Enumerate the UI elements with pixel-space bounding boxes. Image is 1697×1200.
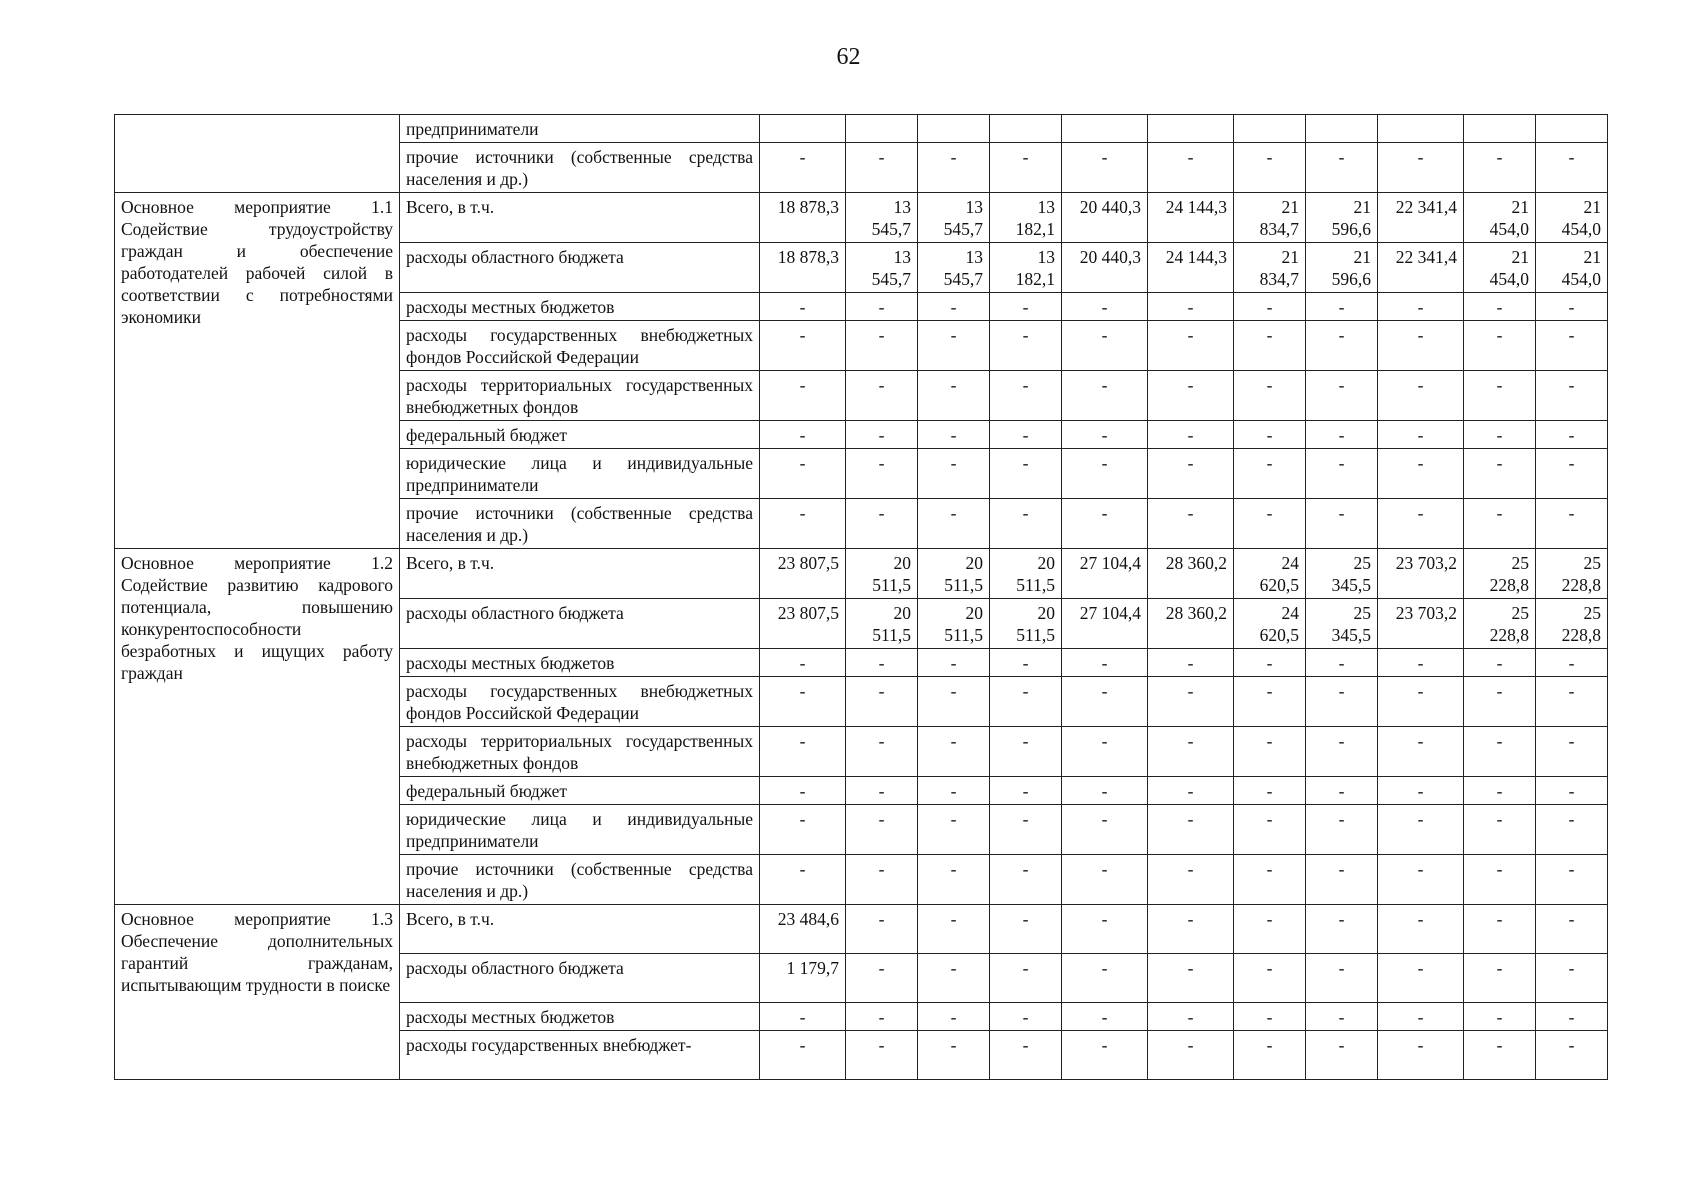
value-cell: 20 511,5 [990, 599, 1062, 649]
value-cell: - [1378, 421, 1464, 449]
value-cell: - [1148, 1031, 1234, 1080]
value-cell: - [1464, 727, 1536, 777]
value-cell: 27 104,4 [1062, 549, 1148, 599]
value-cell: - [760, 449, 846, 499]
value-cell: - [918, 293, 990, 321]
value-cell: - [1464, 905, 1536, 954]
value-cell [1062, 115, 1148, 143]
table-row [115, 115, 1608, 143]
value-cell: - [760, 293, 846, 321]
measure-name [115, 115, 400, 193]
value-cell: - [1464, 449, 1536, 499]
value-cell: - [1378, 727, 1464, 777]
value-cell: - [990, 905, 1062, 954]
value-cell: 21 454,0 [1464, 193, 1536, 243]
value-cell: - [1378, 777, 1464, 805]
value-cell: 22 341,4 [1378, 193, 1464, 243]
value-cell: - [918, 777, 990, 805]
value-cell: - [990, 677, 1062, 727]
value-cell: - [1306, 499, 1378, 549]
value-cell: - [1148, 649, 1234, 677]
value-cell: - [1306, 143, 1378, 193]
value-cell: 23 807,5 [760, 599, 846, 649]
value-cell: 21 596,6 [1306, 243, 1378, 293]
value-cell: - [1378, 805, 1464, 855]
value-cell: - [1378, 321, 1464, 371]
value-cell: - [1378, 449, 1464, 499]
value-cell: - [1148, 143, 1234, 193]
value-cell: - [1464, 499, 1536, 549]
value-cell: - [1062, 1003, 1148, 1031]
value-cell: - [1378, 677, 1464, 727]
value-cell: - [1464, 855, 1536, 905]
value-cell: 21 454,0 [1536, 243, 1608, 293]
value-cell: - [760, 677, 846, 727]
funding-source: прочие источники (собственные средства населения и др.) [400, 499, 760, 549]
value-cell: - [1378, 855, 1464, 905]
value-cell: - [846, 677, 918, 727]
value-cell: - [990, 371, 1062, 421]
value-cell: - [990, 649, 1062, 677]
value-cell: - [1234, 143, 1306, 193]
value-cell: - [846, 143, 918, 193]
value-cell: - [1536, 727, 1608, 777]
value-cell: - [990, 855, 1062, 905]
value-cell: - [1062, 449, 1148, 499]
measure-name: Основное мероприятие 1.1 Содействие трудоустройству граждан и обеспечение работодателей рабочей силой в соответствии с потребностями экономики [115, 193, 400, 549]
value-cell: - [760, 727, 846, 777]
value-cell: 20 511,5 [846, 599, 918, 649]
value-cell: - [760, 1031, 846, 1080]
value-cell: - [1234, 905, 1306, 954]
value-cell: - [1306, 727, 1378, 777]
value-cell: - [1464, 143, 1536, 193]
value-cell: - [1148, 421, 1234, 449]
value-cell: - [1378, 1003, 1464, 1031]
value-cell: - [990, 321, 1062, 371]
funding-source: расходы местных бюджетов [400, 1003, 760, 1031]
value-cell: - [1306, 1003, 1378, 1031]
value-cell: - [1148, 727, 1234, 777]
value-cell: - [846, 855, 918, 905]
value-cell: - [918, 905, 990, 954]
value-cell: - [990, 449, 1062, 499]
funding-source: расходы местных бюджетов [400, 649, 760, 677]
value-cell: - [918, 421, 990, 449]
value-cell: - [1062, 805, 1148, 855]
value-cell: 13 545,7 [846, 243, 918, 293]
value-cell: - [918, 449, 990, 499]
value-cell: - [1148, 371, 1234, 421]
value-cell: - [990, 1003, 1062, 1031]
value-cell: - [1464, 1003, 1536, 1031]
value-cell: 20 511,5 [918, 549, 990, 599]
funding-source: Всего, в т.ч. [400, 905, 760, 954]
value-cell: 25 345,5 [1306, 549, 1378, 599]
measure-name: Основное мероприятие 1.2 Содействие развитию кадрового потенциала, повышению конкурентоспособности безработных и ищущих работу граждан [115, 549, 400, 905]
value-cell: - [1464, 371, 1536, 421]
value-cell: - [1536, 1031, 1608, 1080]
value-cell: - [846, 777, 918, 805]
value-cell: 13 545,7 [918, 193, 990, 243]
funding-source: юридические лица и индивидуальные предприниматели [400, 805, 760, 855]
value-cell: - [1378, 499, 1464, 549]
value-cell: - [1378, 371, 1464, 421]
value-cell: 24 144,3 [1148, 243, 1234, 293]
value-cell: 23 703,2 [1378, 549, 1464, 599]
value-cell: - [918, 1003, 990, 1031]
value-cell: - [846, 954, 918, 1003]
funding-source: расходы территориальных государственных внебюджетных фондов [400, 727, 760, 777]
funding-source: прочие источники (собственные средства населения и др.) [400, 143, 760, 193]
page-number: 62 [836, 44, 861, 70]
value-cell: - [1062, 855, 1148, 905]
value-cell: 28 360,2 [1148, 549, 1234, 599]
value-cell [1464, 115, 1536, 143]
value-cell: - [1464, 777, 1536, 805]
value-cell: - [846, 499, 918, 549]
value-cell: - [846, 727, 918, 777]
value-cell: - [846, 905, 918, 954]
value-cell: - [1148, 805, 1234, 855]
table-row [115, 193, 1608, 243]
value-cell: - [918, 1031, 990, 1080]
value-cell: - [1306, 293, 1378, 321]
value-cell [760, 115, 846, 143]
value-cell: - [1148, 905, 1234, 954]
value-cell: 13 545,7 [918, 243, 990, 293]
value-cell: - [1062, 293, 1148, 321]
value-cell: 24 144,3 [1148, 193, 1234, 243]
value-cell: - [1306, 954, 1378, 1003]
value-cell: - [1464, 954, 1536, 1003]
value-cell [1378, 115, 1464, 143]
value-cell: - [918, 499, 990, 549]
value-cell: - [1378, 905, 1464, 954]
value-cell: - [1148, 321, 1234, 371]
value-cell: 18 878,3 [760, 193, 846, 243]
funding-source: прочие источники (собственные средства населения и др.) [400, 855, 760, 905]
value-cell: - [1062, 905, 1148, 954]
value-cell: - [1148, 777, 1234, 805]
value-cell: - [918, 321, 990, 371]
value-cell: 25 228,8 [1536, 549, 1608, 599]
value-cell: - [760, 777, 846, 805]
value-cell: - [1062, 1031, 1148, 1080]
value-cell: - [1306, 777, 1378, 805]
value-cell: - [760, 421, 846, 449]
value-cell: - [1378, 649, 1464, 677]
value-cell: - [1062, 677, 1148, 727]
value-cell: - [1378, 1031, 1464, 1080]
value-cell: - [990, 143, 1062, 193]
value-cell: - [1464, 677, 1536, 727]
value-cell: - [1306, 855, 1378, 905]
value-cell: 24 620,5 [1234, 599, 1306, 649]
value-cell [846, 115, 918, 143]
value-cell: - [918, 371, 990, 421]
value-cell: - [1378, 293, 1464, 321]
value-cell: - [1306, 421, 1378, 449]
value-cell: - [846, 1003, 918, 1031]
measure-name: Основное мероприятие 1.3 Обеспечение дополнительных гарантий гражданам, испытывающим трудности в поиске [115, 905, 400, 1080]
value-cell: - [1536, 777, 1608, 805]
value-cell: - [1234, 805, 1306, 855]
funding-source: расходы государственных внебюджетных фондов Российской Федерации [400, 677, 760, 727]
value-cell: - [846, 293, 918, 321]
budget-table [114, 114, 1608, 1080]
value-cell: - [1062, 421, 1148, 449]
value-cell: - [1062, 499, 1148, 549]
table-row [115, 549, 1608, 599]
value-cell: 21 596,6 [1306, 193, 1378, 243]
value-cell: - [760, 649, 846, 677]
value-cell: - [918, 805, 990, 855]
value-cell: 23 484,6 [760, 905, 846, 954]
value-cell: - [1536, 954, 1608, 1003]
value-cell: - [846, 371, 918, 421]
funding-source: федеральный бюджет [400, 777, 760, 805]
value-cell: 25 228,8 [1464, 549, 1536, 599]
value-cell: - [918, 954, 990, 1003]
value-cell: - [1062, 321, 1148, 371]
value-cell: - [990, 499, 1062, 549]
value-cell: - [1536, 649, 1608, 677]
funding-source: Всего, в т.ч. [400, 549, 760, 599]
value-cell: - [760, 805, 846, 855]
value-cell: - [1148, 499, 1234, 549]
value-cell: 21 454,0 [1536, 193, 1608, 243]
value-cell: 28 360,2 [1148, 599, 1234, 649]
value-cell: - [990, 954, 1062, 1003]
value-cell [1234, 115, 1306, 143]
value-cell: 27 104,4 [1062, 599, 1148, 649]
value-cell: - [1234, 449, 1306, 499]
value-cell: 20 440,3 [1062, 193, 1148, 243]
value-cell: - [1536, 143, 1608, 193]
value-cell: - [1464, 649, 1536, 677]
value-cell: - [1148, 855, 1234, 905]
value-cell: - [1234, 499, 1306, 549]
funding-source: федеральный бюджет [400, 421, 760, 449]
value-cell: 20 511,5 [846, 549, 918, 599]
value-cell: - [760, 499, 846, 549]
value-cell: 20 511,5 [918, 599, 990, 649]
value-cell [918, 115, 990, 143]
value-cell [1306, 115, 1378, 143]
funding-source: юридические лица и индивидуальные предприниматели [400, 449, 760, 499]
value-cell: 22 341,4 [1378, 243, 1464, 293]
value-cell: - [1234, 727, 1306, 777]
value-cell: - [1464, 293, 1536, 321]
value-cell: - [846, 449, 918, 499]
value-cell: - [1536, 371, 1608, 421]
funding-source: Всего, в т.ч. [400, 193, 760, 243]
value-cell: - [1378, 954, 1464, 1003]
funding-source: расходы государственных внебюджет- [400, 1031, 760, 1080]
value-cell: - [1536, 805, 1608, 855]
value-cell: - [1306, 371, 1378, 421]
value-cell: - [1536, 321, 1608, 371]
value-cell: - [1464, 1031, 1536, 1080]
value-cell: - [1062, 649, 1148, 677]
value-cell: - [990, 805, 1062, 855]
value-cell: - [1234, 954, 1306, 1003]
value-cell: 25 228,8 [1536, 599, 1608, 649]
value-cell: - [990, 421, 1062, 449]
value-cell: - [1062, 727, 1148, 777]
value-cell: - [918, 727, 990, 777]
value-cell: 23 807,5 [760, 549, 846, 599]
value-cell: 20 511,5 [990, 549, 1062, 599]
value-cell: - [1306, 649, 1378, 677]
value-cell: - [1536, 293, 1608, 321]
funding-source: предприниматели [400, 115, 760, 143]
value-cell: - [1148, 954, 1234, 1003]
value-cell: 23 703,2 [1378, 599, 1464, 649]
value-cell: 21 454,0 [1464, 243, 1536, 293]
value-cell: - [1536, 677, 1608, 727]
value-cell: 13 182,1 [990, 193, 1062, 243]
value-cell: - [846, 1031, 918, 1080]
value-cell: 25 228,8 [1464, 599, 1536, 649]
value-cell: - [1148, 677, 1234, 727]
value-cell: - [990, 777, 1062, 805]
value-cell: 13 545,7 [846, 193, 918, 243]
value-cell: 13 182,1 [990, 243, 1062, 293]
value-cell: - [1536, 421, 1608, 449]
value-cell: - [846, 805, 918, 855]
table-row [115, 905, 1608, 954]
value-cell: - [1536, 1003, 1608, 1031]
value-cell [990, 115, 1062, 143]
value-cell: 18 878,3 [760, 243, 846, 293]
value-cell: - [1234, 777, 1306, 805]
value-cell: - [1536, 905, 1608, 954]
value-cell [1148, 115, 1234, 143]
value-cell: - [1234, 421, 1306, 449]
value-cell: - [1062, 143, 1148, 193]
value-cell: - [1306, 805, 1378, 855]
value-cell: - [1234, 1031, 1306, 1080]
value-cell: - [1234, 321, 1306, 371]
value-cell: - [1306, 905, 1378, 954]
value-cell: - [760, 321, 846, 371]
value-cell: - [1536, 449, 1608, 499]
value-cell: - [918, 677, 990, 727]
table-body [115, 115, 1608, 1080]
value-cell: - [846, 421, 918, 449]
value-cell: - [1378, 143, 1464, 193]
value-cell: 20 440,3 [1062, 243, 1148, 293]
value-cell: - [918, 855, 990, 905]
value-cell: - [1306, 1031, 1378, 1080]
value-cell: - [1464, 421, 1536, 449]
value-cell: - [760, 371, 846, 421]
value-cell: 1 179,7 [760, 954, 846, 1003]
value-cell: - [918, 143, 990, 193]
value-cell: - [760, 855, 846, 905]
value-cell: - [760, 1003, 846, 1031]
value-cell: 21 834,7 [1234, 243, 1306, 293]
value-cell: - [1234, 649, 1306, 677]
funding-source: расходы областного бюджета [400, 243, 760, 293]
value-cell: - [990, 293, 1062, 321]
value-cell: - [1062, 371, 1148, 421]
value-cell: - [1306, 321, 1378, 371]
value-cell: 24 620,5 [1234, 549, 1306, 599]
value-cell: - [1148, 449, 1234, 499]
value-cell: - [990, 1031, 1062, 1080]
funding-source: расходы местных бюджетов [400, 293, 760, 321]
funding-source: расходы территориальных государственных внебюджетных фондов [400, 371, 760, 421]
value-cell: - [1062, 777, 1148, 805]
value-cell: - [1148, 1003, 1234, 1031]
funding-source: расходы государственных внебюджетных фондов Российской Федерации [400, 321, 760, 371]
value-cell: - [1464, 805, 1536, 855]
value-cell: - [918, 649, 990, 677]
value-cell: - [990, 727, 1062, 777]
value-cell: - [1306, 677, 1378, 727]
value-cell: - [1234, 677, 1306, 727]
value-cell: - [1062, 954, 1148, 1003]
value-cell: - [760, 143, 846, 193]
value-cell: - [1234, 293, 1306, 321]
value-cell: 25 345,5 [1306, 599, 1378, 649]
value-cell: - [846, 321, 918, 371]
value-cell: - [1234, 1003, 1306, 1031]
value-cell: - [846, 649, 918, 677]
value-cell: - [1464, 321, 1536, 371]
value-cell: - [1234, 855, 1306, 905]
value-cell: 21 834,7 [1234, 193, 1306, 243]
value-cell: - [1306, 449, 1378, 499]
value-cell [1536, 115, 1608, 143]
value-cell: - [1148, 293, 1234, 321]
value-cell: - [1536, 855, 1608, 905]
value-cell: - [1536, 499, 1608, 549]
funding-source: расходы областного бюджета [400, 599, 760, 649]
value-cell: - [1234, 371, 1306, 421]
funding-source: расходы областного бюджета [400, 954, 760, 1003]
